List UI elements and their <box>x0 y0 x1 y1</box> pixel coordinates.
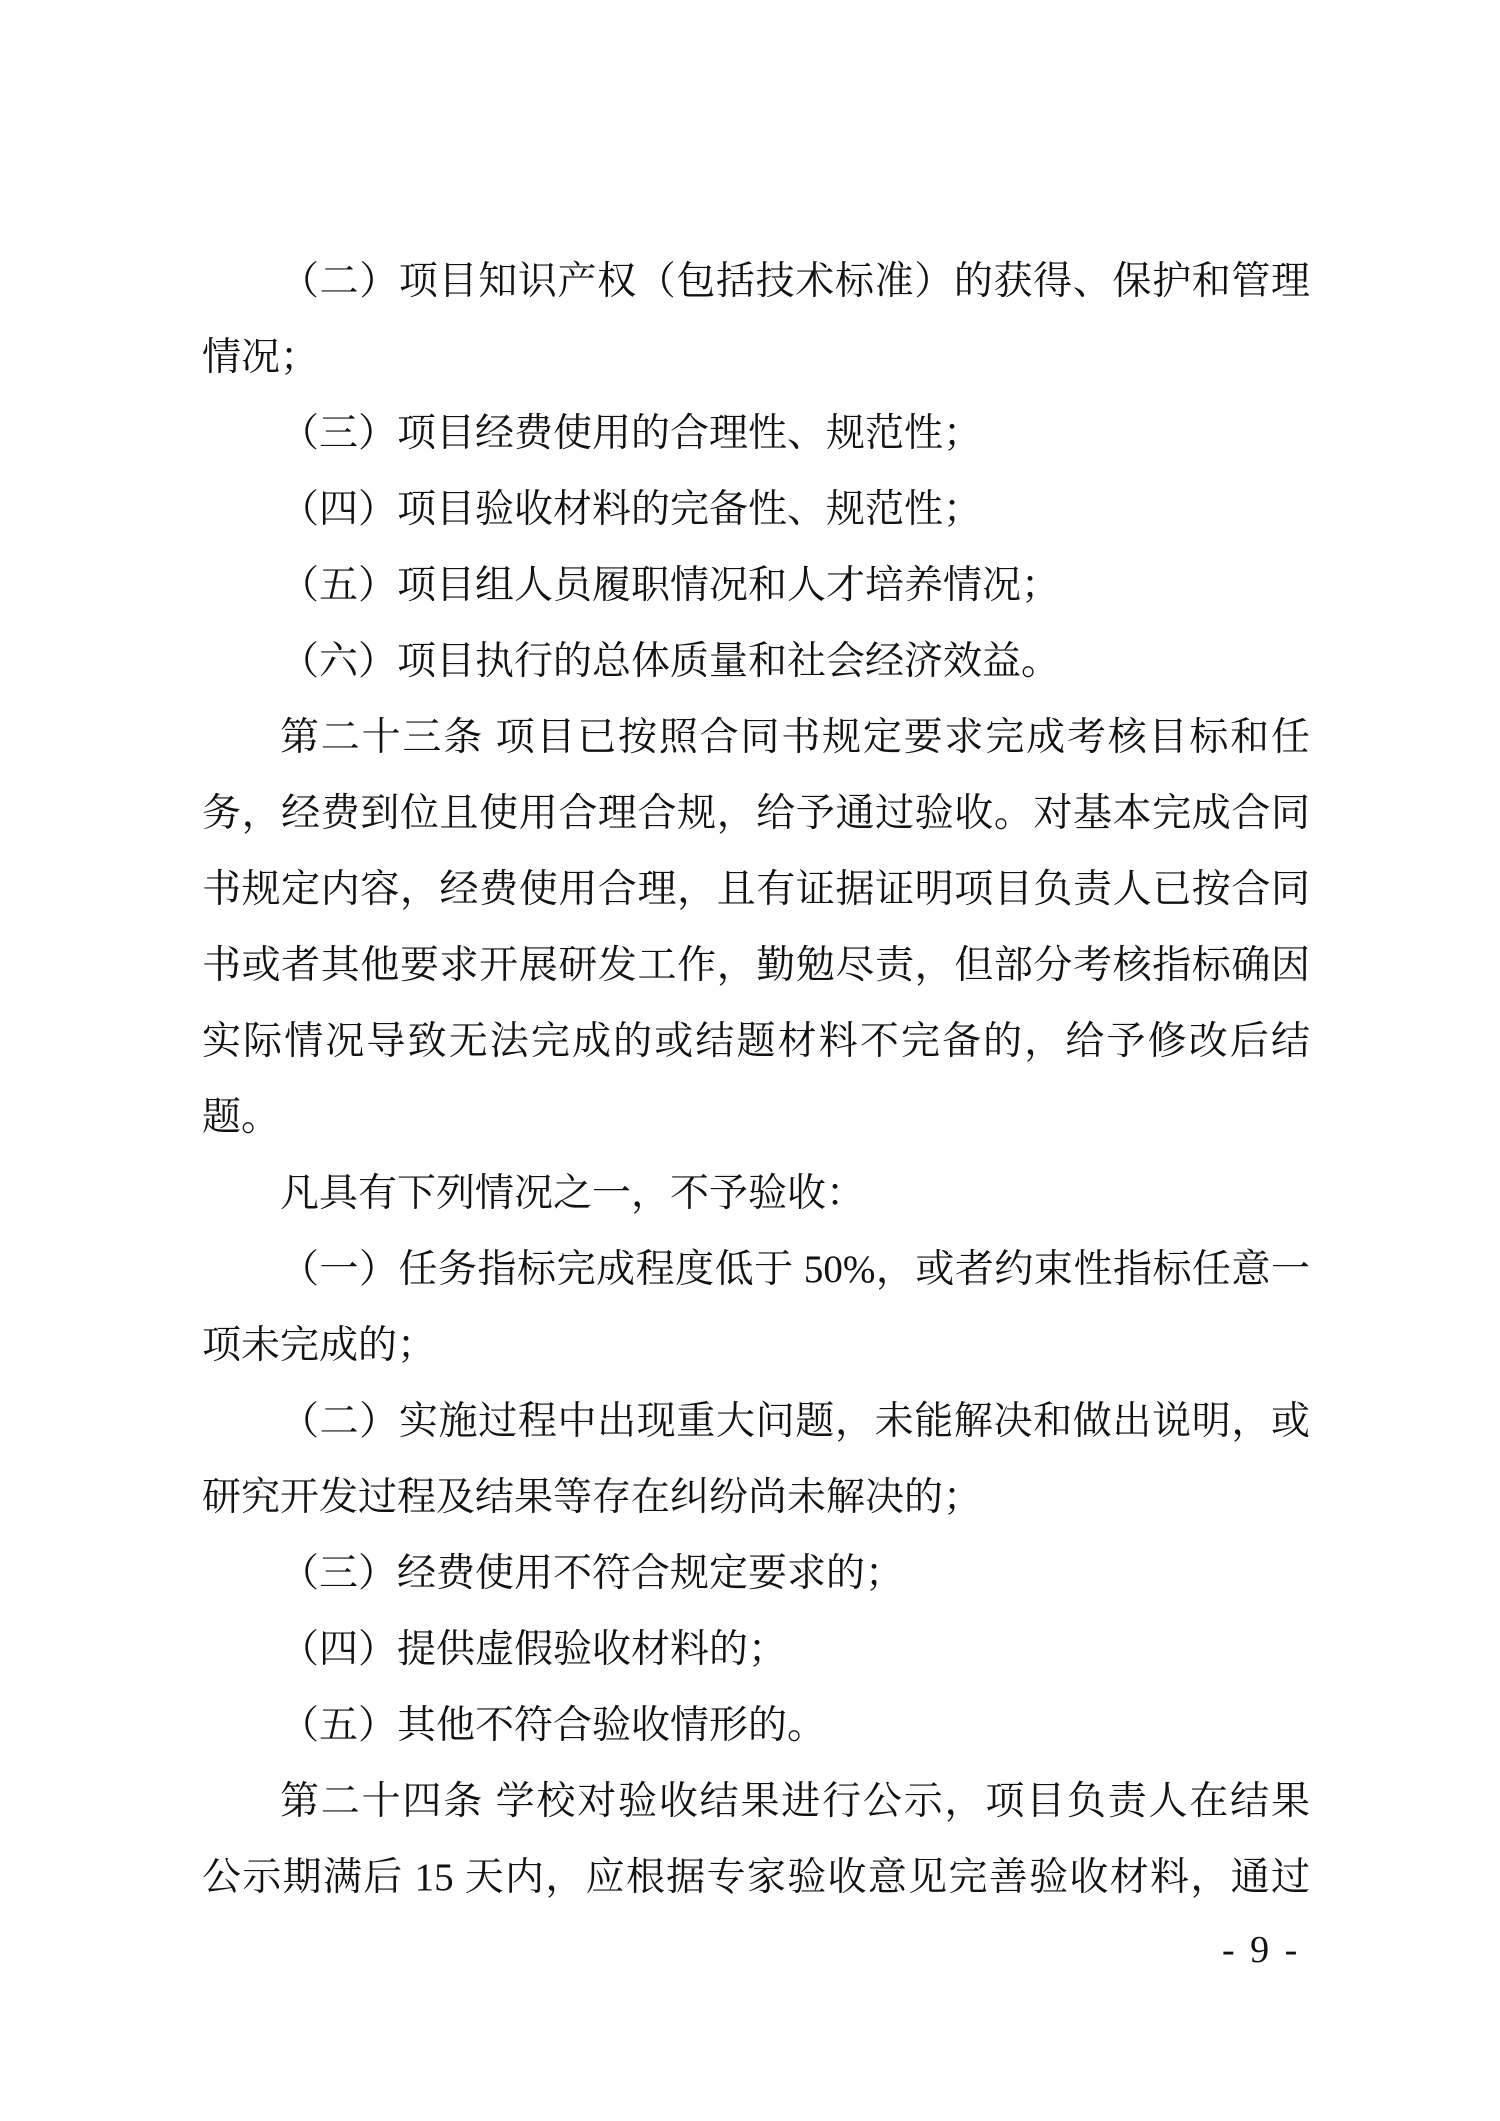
text-line: （一）任务指标完成程度低于 50%，或者约束性指标任意一 <box>280 1248 1310 1291</box>
text-line: （六）项目执行的总体质量和社会经济效益。 <box>280 640 1061 683</box>
page-number: - 9 - <box>1222 1929 1301 1971</box>
text-line: （四）提供虚假验收材料的； <box>280 1628 788 1671</box>
text-line: 书或者其他要求开展研发工作，勤勉尽责，但部分考核指标确因 <box>202 944 1310 987</box>
text-line: 项未完成的； <box>202 1324 437 1367</box>
text-line: 公示期满后 15 天内，应根据专家验收意见完善验收材料，通过 <box>202 1856 1310 1899</box>
text-line: （二）实施过程中出现重大问题，未能解决和做出说明，或 <box>280 1400 1310 1443</box>
text-line: 实际情况导致无法完成的或结题材料不完备的，给予修改后结 <box>202 1020 1310 1063</box>
document-body <box>202 244 1310 1916</box>
text-line: 务，经费到位且使用合理合规，给予通过验收。对基本完成合同 <box>202 792 1310 835</box>
text-line: （三）经费使用不符合规定要求的； <box>280 1552 905 1595</box>
text-line: 研究开发过程及结果等存在纠纷尚未解决的； <box>202 1476 983 1519</box>
text-line: 书规定内容，经费使用合理，且有证据证明项目负责人已按合同 <box>202 868 1310 911</box>
text-line: （四）项目验收材料的完备性、规范性； <box>280 488 983 531</box>
text-line: 情况； <box>202 336 320 379</box>
text-line: 第二十四条 学校对验收结果进行公示，项目负责人在结果 <box>280 1780 1310 1823</box>
text-line: 凡具有下列情况之一，不予验收： <box>280 1172 866 1215</box>
text-line: 第二十三条 项目已按照合同书规定要求完成考核目标和任 <box>280 716 1310 759</box>
text-line: （三）项目经费使用的合理性、规范性； <box>280 412 983 455</box>
text-line: （五）其他不符合验收情形的。 <box>280 1704 827 1747</box>
text-line: （二）项目知识产权（包括技术标准）的获得、保护和管理 <box>280 260 1310 303</box>
text-line: （五）项目组人员履职情况和人才培养情况； <box>280 564 1061 607</box>
text-line: 题。 <box>202 1096 281 1139</box>
